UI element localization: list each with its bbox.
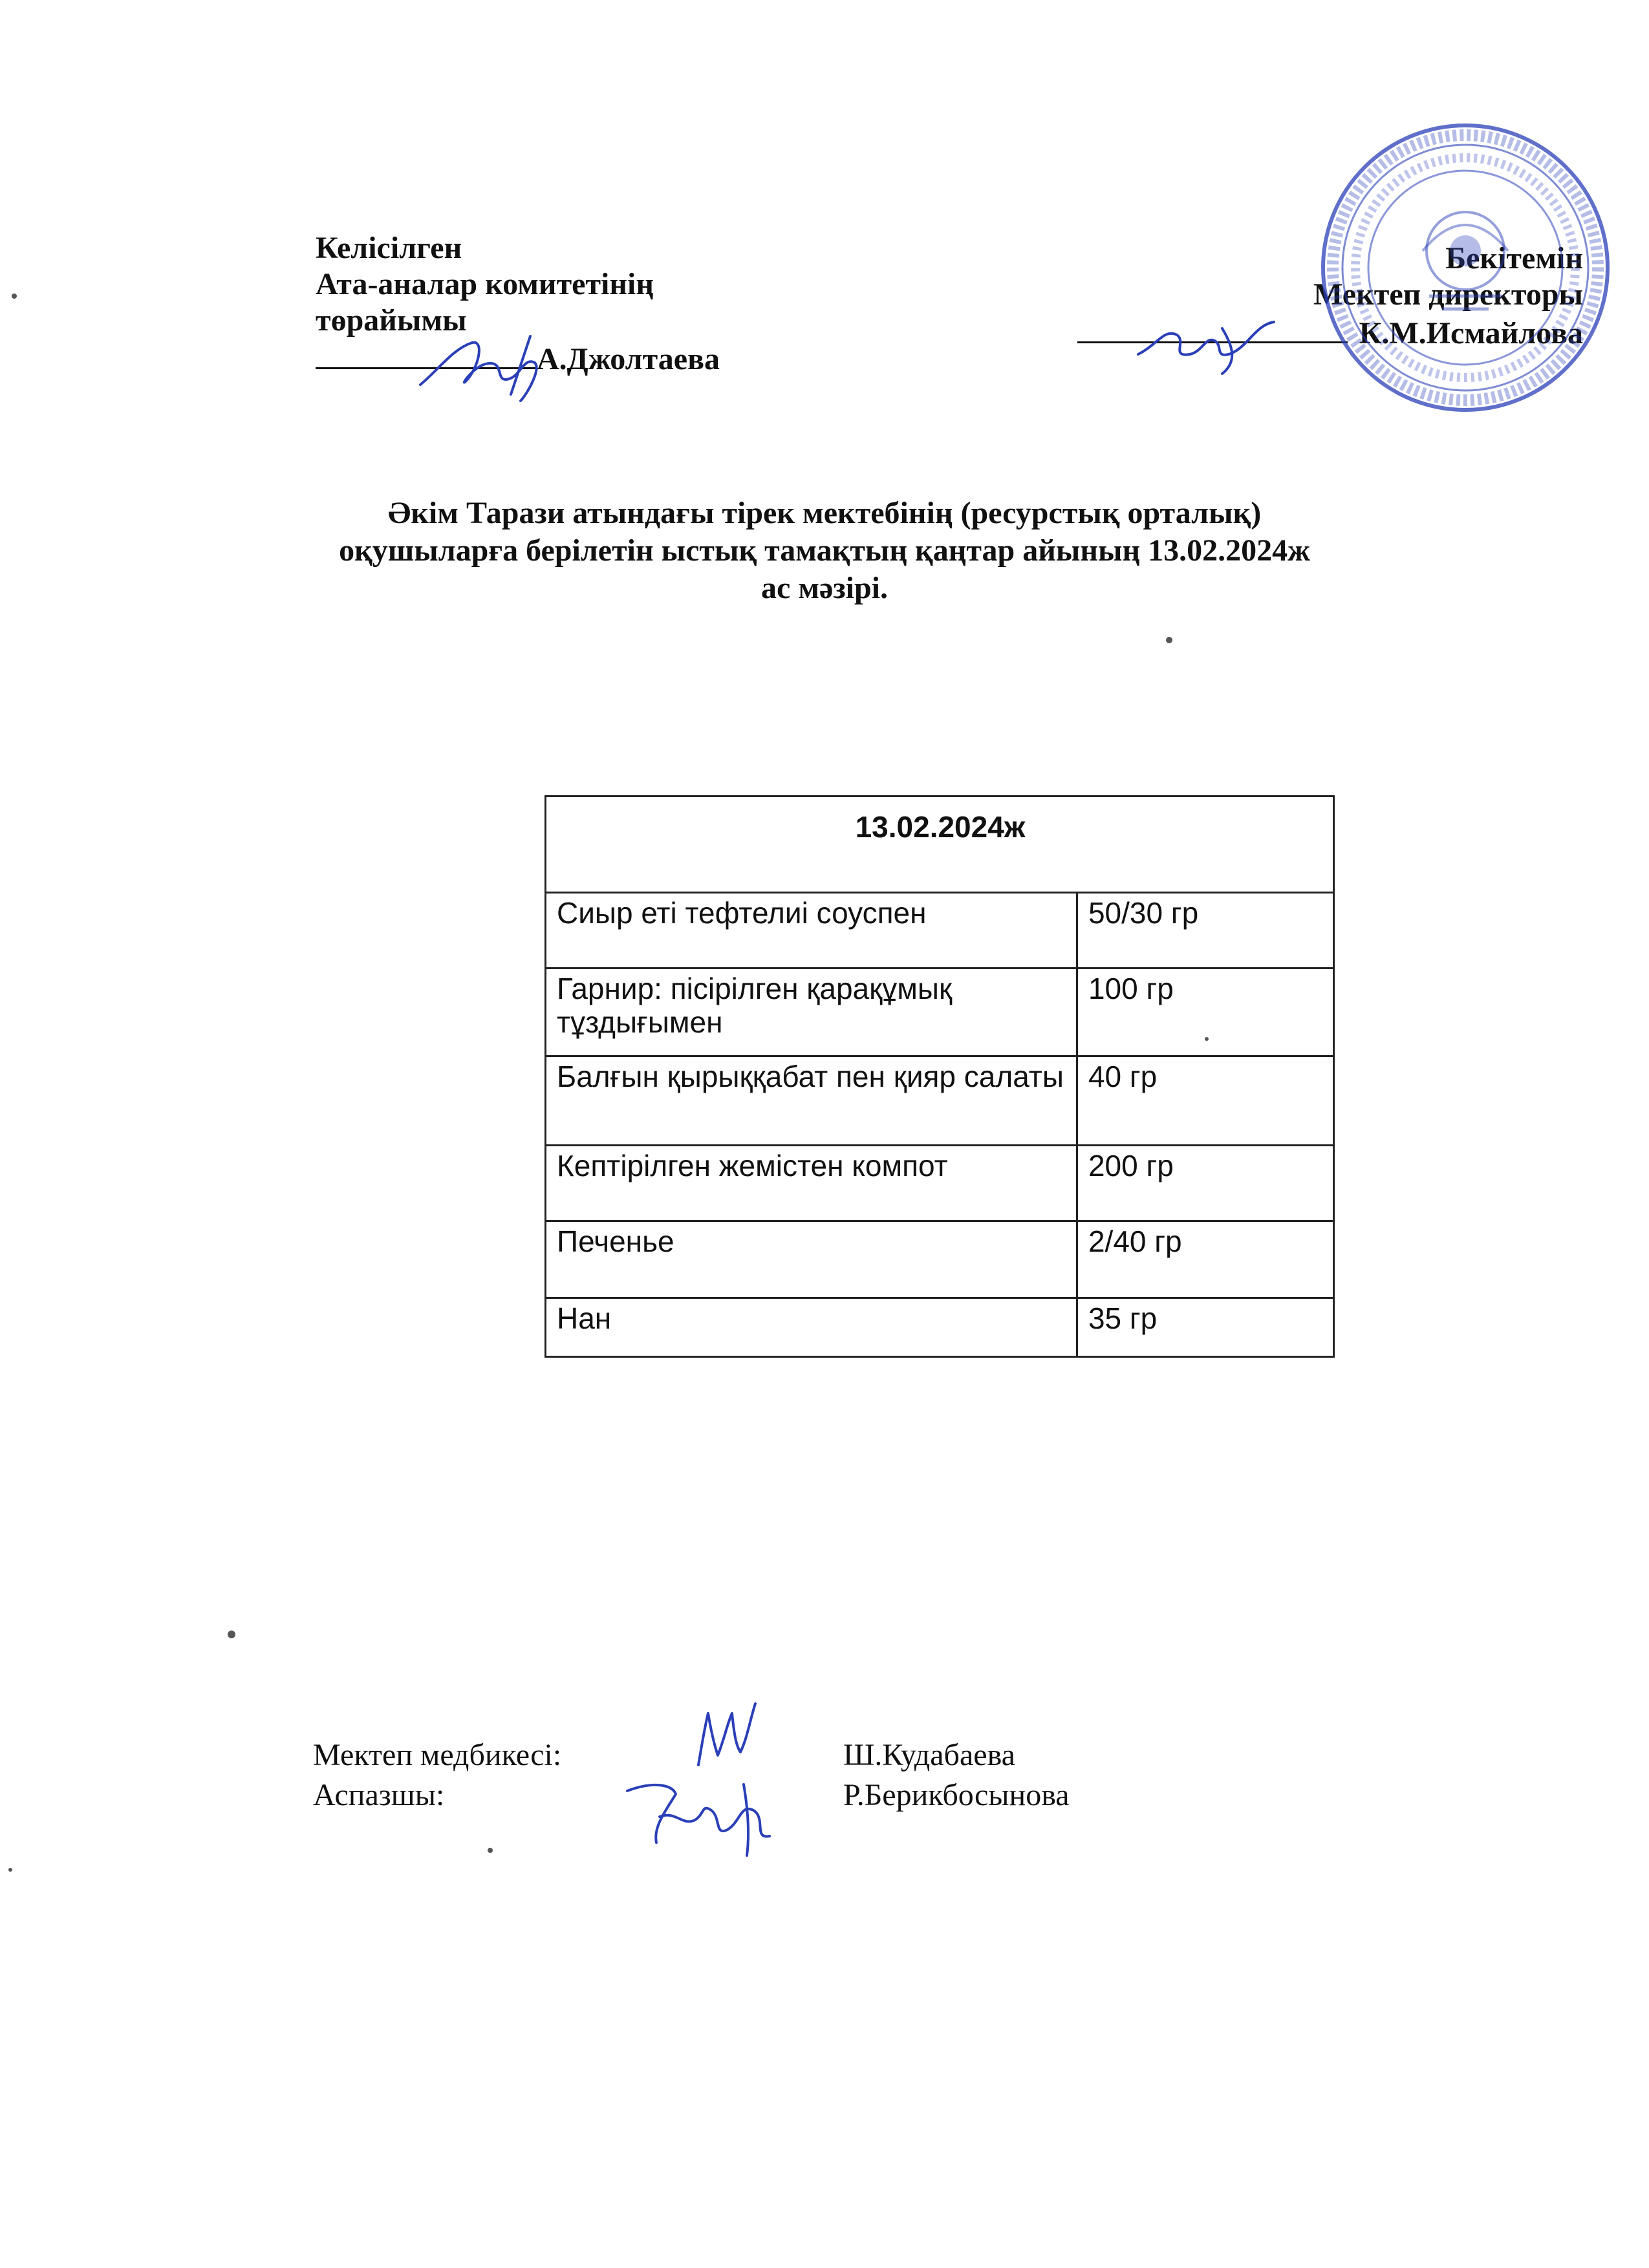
parents-committee-label: Ата-аналар комитетінің — [316, 267, 654, 301]
table-row — [546, 1056, 1334, 1146]
dish-name: Гарнир: пісірілген қарақұмық тұздығымен — [546, 968, 1077, 1056]
title-line-2: оқушыларға берілетін ыстық тамақтың қаңтар айының 13.02.2024ж — [339, 533, 1310, 568]
approval-block-left — [316, 230, 898, 378]
chairperson-signature — [414, 323, 556, 407]
menu-date: 13.02.2024ж — [546, 797, 1334, 893]
table-header-row — [546, 797, 1334, 893]
chairperson-label: төрайымы — [316, 303, 467, 337]
table-row — [546, 968, 1334, 1056]
dish-quantity: 100 гр — [1077, 968, 1333, 1056]
dish-quantity: 2/40 гр — [1077, 1221, 1333, 1298]
table-row — [546, 893, 1334, 968]
dish-name: Печенье — [546, 1221, 1077, 1298]
table-row — [546, 1146, 1334, 1221]
nurse-role-label: Мектеп медбикесі: — [313, 1738, 562, 1772]
dish-quantity: 35 гр — [1077, 1298, 1333, 1357]
title-line-3: ас мәзірі. — [761, 571, 888, 605]
cook-name: Р.Берикбосынова — [843, 1778, 1070, 1812]
chairperson-name: А.Джолтаева — [537, 342, 720, 376]
cook-role-label: Аспазшы: — [313, 1778, 445, 1812]
agreed-label: Келісілген — [316, 231, 462, 265]
dish-name: Кептірілген жемістен компот — [546, 1146, 1077, 1221]
table-row — [546, 1221, 1334, 1298]
approve-label: Бекітемін — [1445, 241, 1583, 275]
director-label: Мектеп директоры — [1313, 277, 1583, 312]
menu-title — [194, 495, 1455, 607]
cook-signature — [614, 1765, 795, 1868]
dish-quantity: 50/30 гр — [1077, 893, 1333, 968]
dish-name: Балғын қырыққабат пен қияр салаты — [546, 1056, 1077, 1146]
director-signature — [1125, 309, 1293, 380]
director-name: К.М.Исмайлова — [1359, 316, 1583, 350]
menu-table — [544, 795, 1335, 1358]
dish-quantity: 200 гр — [1077, 1146, 1333, 1221]
chairperson-signature-row — [316, 339, 898, 378]
dish-name: Нан — [546, 1298, 1077, 1357]
dish-quantity: 40 гр — [1077, 1056, 1333, 1146]
nurse-name: Ш.Кудабаева — [843, 1738, 1015, 1772]
dish-name: Сиыр еті тефтелиі соуспен — [546, 893, 1077, 968]
title-line-1: Әкім Тарази атындағы тірек мектебінің (ресурстық орталық) — [387, 496, 1262, 530]
table-row — [546, 1298, 1334, 1357]
school-seal-stamp — [1319, 122, 1611, 414]
